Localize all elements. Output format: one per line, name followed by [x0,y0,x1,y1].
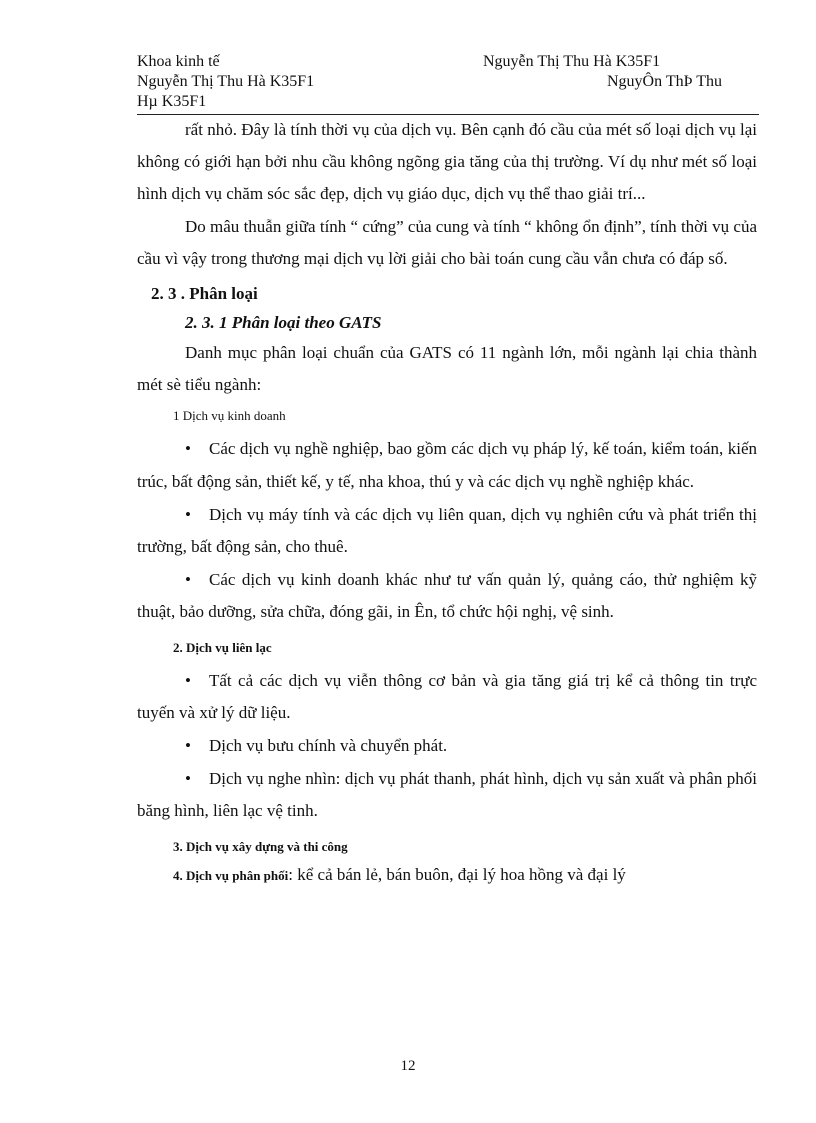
section-heading: 2. 3 . Phân loại [151,284,258,304]
header-author-garbled: NguyÔn ThÞ Thu [607,73,722,90]
page-content [137,114,757,887]
header-author-left: Nguyễn Thị Thu Hà K35F1 [137,73,315,90]
bullet-icon: • [185,670,191,690]
header-faculty: Khoa kinh tế [137,53,220,70]
category-business-services: 1 Dịch vụ kinh doanh [173,408,286,424]
category-distribution-detail: : kể cả bán lẻ, bán buôn, đại lý hoa hồng và đại lý [288,864,626,884]
bullet-text: Dịch vụ nghe nhìn: dịch vụ phát thanh, phát hình, dịch vụ sản xuất và phân phối băng hình, liên lạc vệ tinh. [137,769,757,821]
bullet-icon: • [185,439,191,459]
paragraph-gats-intro: Danh mục phân loại chuẩn của GATS có 11 ngành lớn, mỗi ngành lại chia thành mét sè tiểu ngành: [137,343,757,395]
bullet-professional-services [137,433,757,497]
category-distribution-services [137,864,757,887]
bullet-computer-services [137,499,757,563]
category-communication-services: 2. Dịch vụ liên lạc [173,639,272,655]
page-number: 12 [400,1058,416,1074]
subsection-heading: 2. 3. 1 Phân loại theo GATS [185,313,382,333]
header-author-right: Nguyễn Thị Thu Hà K35F1 [483,53,661,70]
bullet-text: Tất cả các dịch vụ viễn thông cơ bản và gia tăng giá trị kể cả thông tin trực tuyến và xử lý dữ liệu. [137,670,757,722]
category-construction-services: 3. Dịch vụ xây dựng và thi công [173,838,348,854]
category-distribution-label: 4. Dịch vụ phân phối [173,867,289,883]
bullet-icon: • [185,504,191,524]
paragraph-contradiction: Do mâu thuẫn giữa tính “ cứng” của cung và tính “ không ổn định”, tính thời vụ của cầu vì vậy trong thương mại dịch vụ lời giải cho bài toán cung cầu vẫn chưa có đáp số. [137,216,757,268]
bullet-telecom-services [137,665,757,729]
bullet-text: Các dịch vụ kinh doanh khác như tư vấn quản lý, quảng cáo, thử nghiệm kỹ thuật, bảo dưỡng, sửa chữa, đóng gãi, in Ên, tổ chức hội nghị, vệ sinh. [137,570,757,622]
bullet-icon: • [185,570,191,590]
bullet-audiovisual-services [137,763,757,827]
paragraph-seasonality: rất nhỏ. Đây là tính thời vụ của dịch vụ. Bên cạnh đó cầu của mét số loại dịch vụ lại không có giới hạn bởi nhu cầu không ngõng gia tăng của thị trường. Ví dụ như mét số loại hình dịch vụ chăm sóc sắc đẹp, dịch vụ giáo dục, dịch vụ thể thao giải trí... [137,120,757,204]
bullet-text: Các dịch vụ nghề nghiệp, bao gồm các dịch vụ pháp lý, kế toán, kiểm toán, kiến trúc, bất động sản, thiết kế, y tế, nha khoa, thú y và các dịch vụ nghề nghiệp khác. [137,439,757,491]
bullet-text: Dịch vụ máy tính và các dịch vụ liên quan, dịch vụ nghiên cứu và phát triển thị trường, bất động sản, cho thuê. [137,504,757,557]
bullet-text: Dịch vụ bưu chính và chuyển phát. [209,736,448,756]
header-author-garbled-cont: Hµ K35F1 [137,93,207,110]
bullet-postal-services [137,730,757,762]
bullet-other-business-services [137,564,757,628]
bullet-icon: • [185,736,191,756]
bullet-icon: • [185,769,191,789]
